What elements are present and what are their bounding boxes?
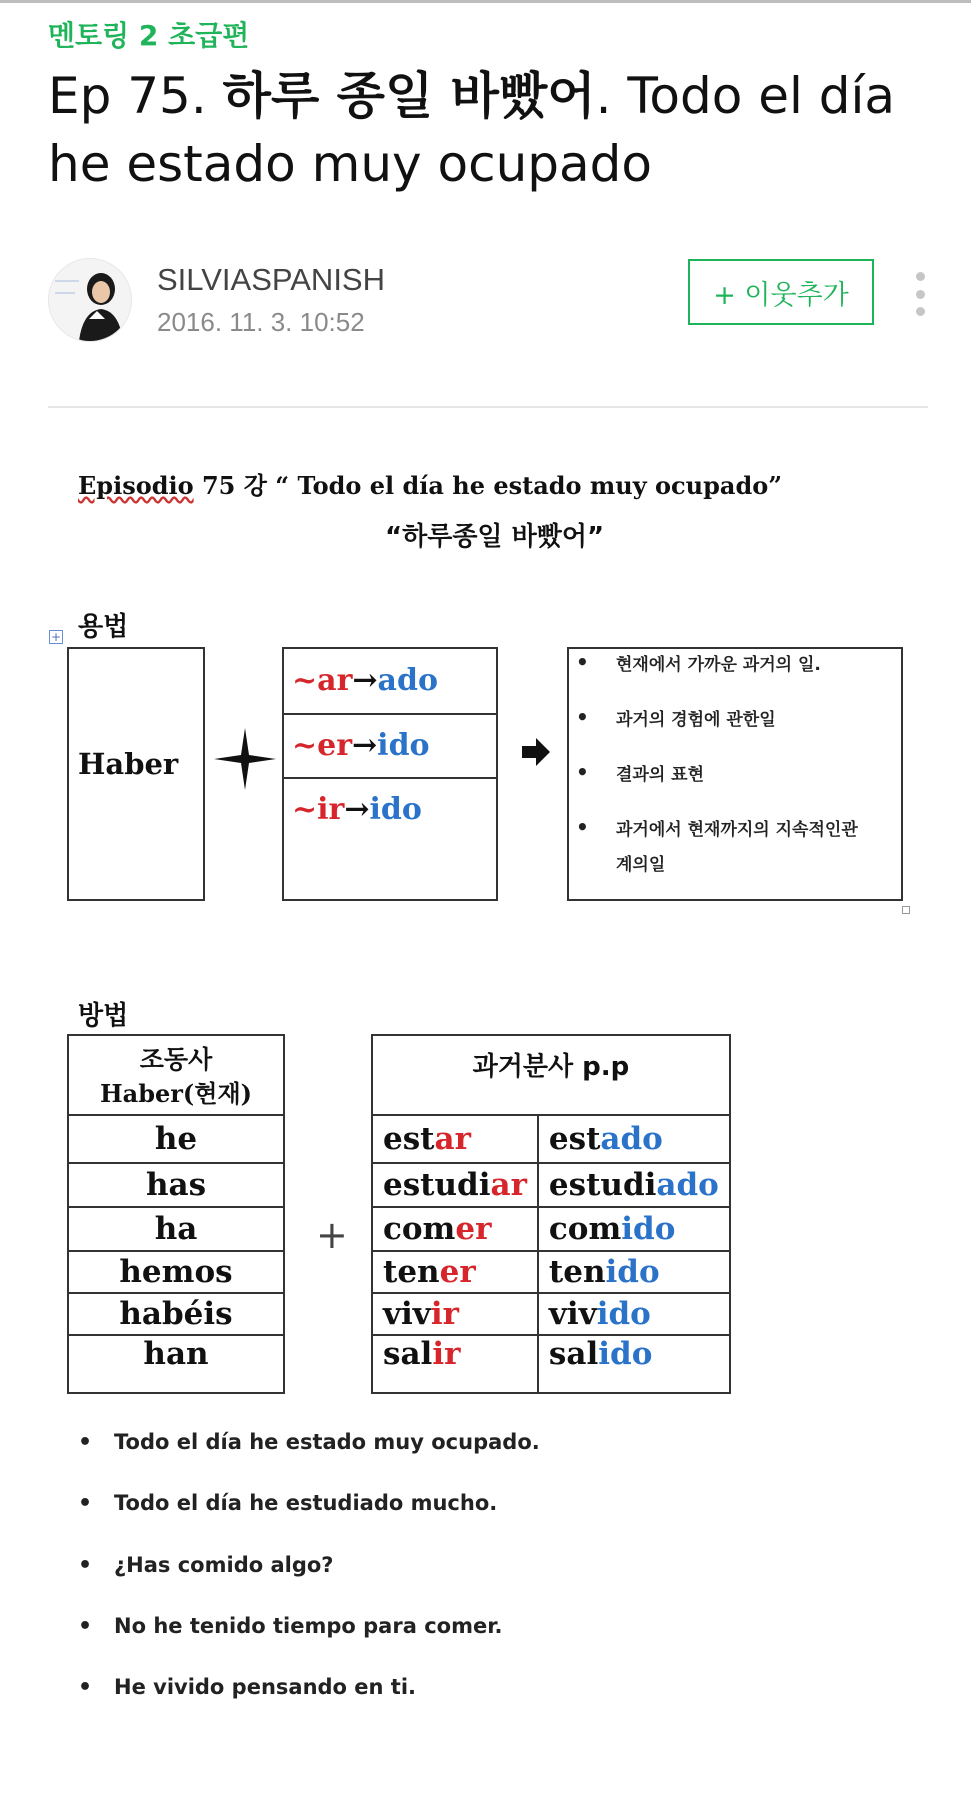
aux-header-row: [68, 1035, 284, 1115]
title-korean: 하루 종일 바빴어: [222, 67, 596, 125]
table-row: [68, 1115, 284, 1163]
aux-cell: ha: [68, 1207, 284, 1251]
infinitive-cell: tener: [372, 1251, 538, 1293]
use-item: • 현재에서 가까운 과거의 일.: [578, 650, 821, 675]
rules-divider: [282, 713, 498, 715]
pp-header-row: [372, 1035, 730, 1115]
participle-cell: estado: [538, 1115, 730, 1163]
example-item: • He vivido pensando en ti.: [78, 1675, 416, 1699]
aux-cell: has: [68, 1163, 284, 1207]
example-item: • Todo el día he estudiado mucho.: [78, 1491, 497, 1515]
episode-number: 75 강: [201, 471, 267, 500]
aux-header: [68, 1035, 284, 1115]
method-heading: 방법: [78, 1001, 129, 1031]
use-item: • 과거에서 현재까지의 지속적인관: [578, 815, 858, 840]
rule-ar: ~ar→ado: [292, 663, 438, 698]
infinitive-cell: estar: [372, 1115, 538, 1163]
episode-heading: [78, 466, 782, 501]
use-item: • 과거의 경험에 관한일: [578, 705, 776, 730]
table-row: [372, 1115, 730, 1163]
example-item: • Todo el día he estado muy ocupado.: [78, 1430, 540, 1454]
table-row: [68, 1335, 284, 1393]
participle-cell: comido: [538, 1207, 730, 1251]
haber-label: Haber: [78, 747, 179, 781]
participle-table: [371, 1034, 731, 1394]
title-prefix: Ep 75.: [48, 67, 223, 125]
aux-cell: han: [68, 1335, 284, 1393]
infinitive-cell: comer: [372, 1207, 538, 1251]
example-item: • ¿Has comido algo?: [78, 1553, 333, 1577]
table-row: [372, 1293, 730, 1335]
rules-divider: [282, 777, 498, 779]
resize-handle[interactable]: [902, 906, 910, 914]
expand-plus-icon[interactable]: +: [50, 630, 62, 644]
use-item: • 결과의 표현: [578, 760, 704, 785]
participle-cell: salido: [538, 1335, 730, 1393]
use-item-continued: 계의일: [616, 855, 666, 875]
aux-cell: hemos: [68, 1251, 284, 1293]
rule-ir: ~ir→ido: [292, 792, 422, 827]
rule-er: ~er→ido: [292, 728, 430, 763]
infinitive-cell: estudiar: [372, 1163, 538, 1207]
table-row: [372, 1163, 730, 1207]
infinitive-cell: salir: [372, 1335, 538, 1393]
author-name[interactable]: SILVIASPANISH: [157, 262, 385, 297]
table-row: [68, 1163, 284, 1207]
table-row: [372, 1251, 730, 1293]
table-row: [372, 1207, 730, 1251]
usage-heading: 용법: [78, 612, 129, 642]
category-link[interactable]: 멘토링 2 초급편: [48, 19, 250, 52]
table-row: [372, 1335, 730, 1393]
arrow-right-icon: [520, 736, 552, 768]
add-neighbor-button[interactable]: + 이웃추가: [688, 259, 874, 325]
plus-sign: +: [316, 1213, 348, 1257]
example-item: • No he tenido tiempo para comer.: [78, 1614, 503, 1638]
participle-cell: vivido: [538, 1293, 730, 1335]
episode-word: Episodio: [78, 471, 194, 500]
aux-header-title: 조동사: [139, 1045, 213, 1074]
episode-subtitle: “하루종일 바빴어”: [385, 522, 605, 552]
table-row: [68, 1293, 284, 1335]
aux-cell: habéis: [68, 1293, 284, 1335]
participle-cell: tenido: [538, 1251, 730, 1293]
pp-header: 과거분사 p.p: [372, 1035, 730, 1115]
aux-cell: he: [68, 1115, 284, 1163]
infinitive-cell: vivir: [372, 1293, 538, 1335]
participle-cell: estudiado: [538, 1163, 730, 1207]
auxiliary-table: [67, 1034, 285, 1394]
episode-quote: “ Todo el día he estado muy ocupado”: [275, 471, 783, 500]
four-point-star-icon: [214, 728, 276, 790]
table-row: [68, 1251, 284, 1293]
post-date: 2016. 11. 3. 10:52: [157, 307, 365, 337]
aux-header-subtitle: Haber(현재): [99, 1079, 252, 1108]
title-suffix: . Todo el día he estado muy ocupado: [48, 67, 896, 193]
table-row: [68, 1207, 284, 1251]
